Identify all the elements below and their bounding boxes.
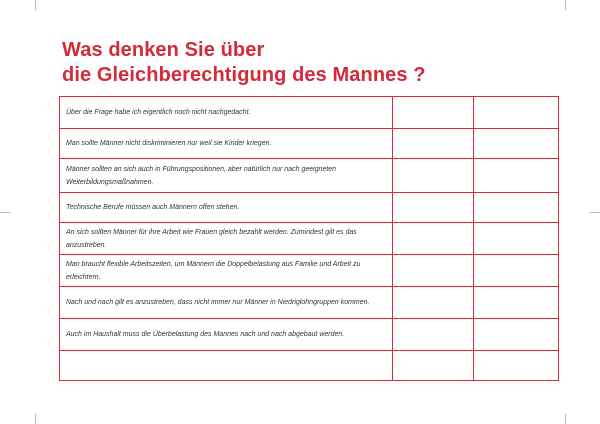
answer-cell[interactable] (474, 223, 559, 255)
answer-cell[interactable] (393, 255, 474, 287)
answer-cell[interactable] (393, 193, 474, 223)
crop-mark-top-left (35, 0, 36, 10)
answer-cell[interactable] (474, 351, 559, 381)
statement-cell: Man braucht flexible Arbeitszeiten, um Männern die Doppelbelastung aus Familie und Arbeit zu erleichtern. (60, 255, 393, 287)
statement-cell: Über die Frage habe ich eigentlich noch nicht nachgedacht. (60, 97, 393, 129)
statement-cell: An sich sollten Männer für ihre Arbeit wie Frauen gleich bezahlt werden. Zumindest gilt es das anzustreben. (60, 223, 393, 255)
answer-cell[interactable] (474, 287, 559, 319)
statement-cell: Man sollte Männer nicht diskriminieren nur weil sie Kinder kriegen. (60, 129, 393, 159)
answer-cell[interactable] (474, 129, 559, 159)
answer-cell[interactable] (393, 287, 474, 319)
answer-cell[interactable] (393, 351, 474, 381)
statement-cell: Technische Berufe müssen auch Männern offen stehen. (60, 193, 393, 223)
table-row (60, 287, 559, 319)
answer-cell[interactable] (474, 97, 559, 129)
title-line-1: Was denken Sie über (62, 39, 265, 61)
title-line-2: die Gleichberechtigung des Mannes ? (62, 64, 426, 86)
table-row (60, 193, 559, 223)
table-row (60, 129, 559, 159)
table-row (60, 319, 559, 351)
table-row (60, 223, 559, 255)
page-title (62, 38, 426, 88)
statement-cell: Nach und nach gilt es anzustreben, dass nicht immer nur Männer in Niedriglohngruppen kommen. (60, 287, 393, 319)
crop-mark-left-middle (0, 212, 10, 213)
answer-cell[interactable] (393, 159, 474, 193)
answer-cell[interactable] (474, 255, 559, 287)
answer-cell[interactable] (474, 193, 559, 223)
crop-mark-top-right (565, 0, 566, 10)
survey-table (59, 96, 559, 381)
table-row (60, 255, 559, 287)
crop-mark-bottom-left (35, 414, 36, 424)
answer-cell[interactable] (474, 159, 559, 193)
statement-cell: Männer sollten an sich auch in Führungspositionen, aber natürlich nur nach geeigneten Weiterbildungsmaßnahmen. (60, 159, 393, 193)
table-row (60, 351, 559, 381)
statement-cell (60, 351, 393, 381)
answer-cell[interactable] (393, 223, 474, 255)
answer-cell[interactable] (393, 319, 474, 351)
answer-cell[interactable] (393, 129, 474, 159)
table-row (60, 97, 559, 129)
answer-cell[interactable] (474, 319, 559, 351)
answer-cell[interactable] (393, 97, 474, 129)
crop-mark-right-middle (590, 212, 600, 213)
table-row (60, 159, 559, 193)
crop-mark-bottom-right (565, 414, 566, 424)
statement-cell: Auch im Haushalt muss die Überbelastung des Mannes nach und nach abgebaut werden. (60, 319, 393, 351)
